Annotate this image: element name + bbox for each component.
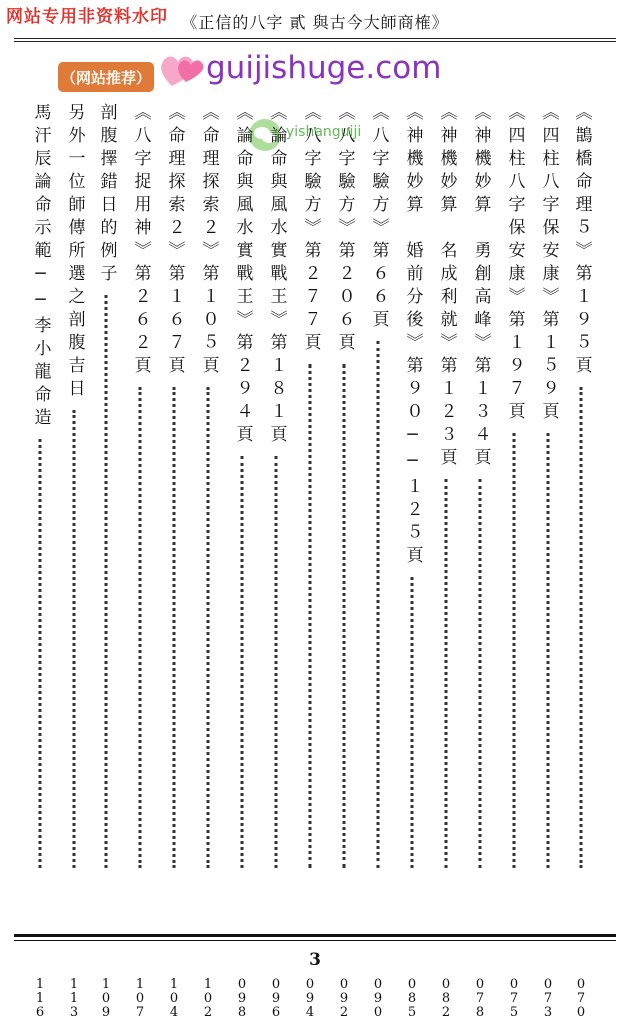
toc-entry bbox=[364, 103, 392, 1019]
toc-leader-dots bbox=[479, 479, 482, 868]
toc-entry-title: 《四柱八字保安康》第１９７頁 bbox=[504, 103, 525, 425]
toc-entry-page: 102 bbox=[200, 977, 216, 1019]
toc-entry bbox=[60, 103, 88, 1019]
toc-entry bbox=[330, 103, 358, 1019]
toc-entry-page: 109 bbox=[98, 977, 114, 1019]
toc-leader-dots bbox=[139, 387, 142, 868]
toc-entry-title: 《八字捉用神》第２６２頁 bbox=[130, 103, 151, 379]
toc-entry bbox=[432, 103, 460, 1019]
toc-entry-page: 085 bbox=[404, 977, 420, 1019]
toc-entry-title: 《神機妙算 名成利就》第１２３頁 bbox=[436, 103, 457, 471]
toc-entry-title: 《八字驗方》第２７７頁 bbox=[300, 103, 321, 356]
toc-entry bbox=[466, 103, 494, 1019]
bottom-rule-thick bbox=[14, 934, 616, 937]
toc-entry bbox=[500, 103, 528, 1019]
toc-entry bbox=[228, 103, 256, 1019]
toc-entry-title: 《論命與風水實戰王》第１８１頁 bbox=[266, 103, 287, 448]
toc-leader-dots bbox=[173, 387, 176, 868]
toc-leader-dots bbox=[445, 479, 448, 868]
toc-entry-page: 078 bbox=[472, 977, 488, 1019]
toc-leader-dots bbox=[513, 433, 516, 868]
toc-entry-page: 092 bbox=[336, 977, 352, 1019]
toc-leader-dots bbox=[241, 456, 244, 868]
toc-entry-title: 《命理探索２》第１６７頁 bbox=[164, 103, 185, 379]
toc-leader-dots bbox=[580, 387, 583, 868]
toc-entry bbox=[296, 103, 324, 1019]
toc-entry-page: 082 bbox=[438, 977, 454, 1019]
toc-entry-title: 剖腹擇錯日的例子 bbox=[96, 103, 117, 287]
toc-leader-dots bbox=[105, 295, 108, 868]
toc-leader-dots bbox=[547, 433, 550, 868]
toc-entry-page: 090 bbox=[370, 977, 386, 1019]
toc-entry bbox=[567, 103, 595, 1019]
toc-entry-title: 《八字驗方》第６６頁 bbox=[368, 103, 389, 333]
toc-entry-title: 馬汗辰論命示範──李小龍命造 bbox=[30, 103, 51, 431]
toc-entry bbox=[398, 103, 426, 1019]
toc-entry-page: 096 bbox=[268, 977, 284, 1019]
header-rule bbox=[14, 38, 616, 39]
toc-entry-title: 《八字驗方》第２０６頁 bbox=[334, 103, 355, 356]
toc-entry-page: 070 bbox=[573, 977, 589, 1019]
toc-entry bbox=[534, 103, 562, 1019]
recommend-badge: （网站推荐） bbox=[58, 62, 154, 92]
toc-entry-page: 107 bbox=[132, 977, 148, 1019]
toc-entry-page: 094 bbox=[302, 977, 318, 1019]
toc-leader-dots bbox=[309, 364, 312, 868]
toc-entry-page: 113 bbox=[66, 977, 82, 1019]
toc-entry-title: 《命理探索２》第１０５頁 bbox=[198, 103, 219, 379]
toc-entry-page: 075 bbox=[506, 977, 522, 1019]
site-watermark: guijishuge.com bbox=[206, 50, 442, 86]
toc-entry-page: 098 bbox=[234, 977, 250, 1019]
toc-entry-page: 073 bbox=[540, 977, 556, 1019]
toc-entry-page: 104 bbox=[166, 977, 182, 1019]
wechat-watermark: yishanguiji bbox=[286, 124, 362, 140]
bottom-rule-thin bbox=[14, 940, 616, 941]
toc-entry-page: 116 bbox=[32, 977, 48, 1019]
toc-leader-dots bbox=[275, 456, 278, 868]
toc-entry bbox=[262, 103, 290, 1019]
watermark-text: 网站专用非资料水印 bbox=[6, 7, 168, 27]
toc-entry-title: 《論命與風水實戰王》第２９４頁 bbox=[232, 103, 253, 448]
heart-logo-icon bbox=[158, 46, 206, 90]
page-header-title: 《正信的八字 貳 與古今大師商榷》 bbox=[181, 13, 449, 32]
header-rule-2 bbox=[14, 41, 616, 42]
toc-leader-dots bbox=[411, 577, 414, 868]
toc-entry bbox=[126, 103, 154, 1019]
toc-entry bbox=[92, 103, 120, 1019]
toc-leader-dots bbox=[377, 341, 380, 868]
toc-entry bbox=[194, 103, 222, 1019]
toc-leader-dots bbox=[73, 410, 76, 868]
toc-leader-dots bbox=[343, 364, 346, 868]
toc-leader-dots bbox=[207, 387, 210, 868]
toc-entry-title: 《鵲橋命理５》第１９５頁 bbox=[571, 103, 592, 379]
toc-entry bbox=[160, 103, 188, 1019]
toc-entry-title: 《神機妙算 婚前分後》第９０──１２５頁 bbox=[402, 103, 423, 569]
toc-entry-title: 另外一位師傳所選之剖腹吉日 bbox=[64, 103, 85, 402]
toc-leader-dots bbox=[39, 439, 42, 868]
page-number: 3 bbox=[309, 950, 321, 970]
toc-entry-title: 《神機妙算 勇創高峰》第１３４頁 bbox=[470, 103, 491, 471]
toc-entry bbox=[26, 103, 54, 1019]
toc-entry-title: 《四柱八字保安康》第１５９頁 bbox=[538, 103, 559, 425]
